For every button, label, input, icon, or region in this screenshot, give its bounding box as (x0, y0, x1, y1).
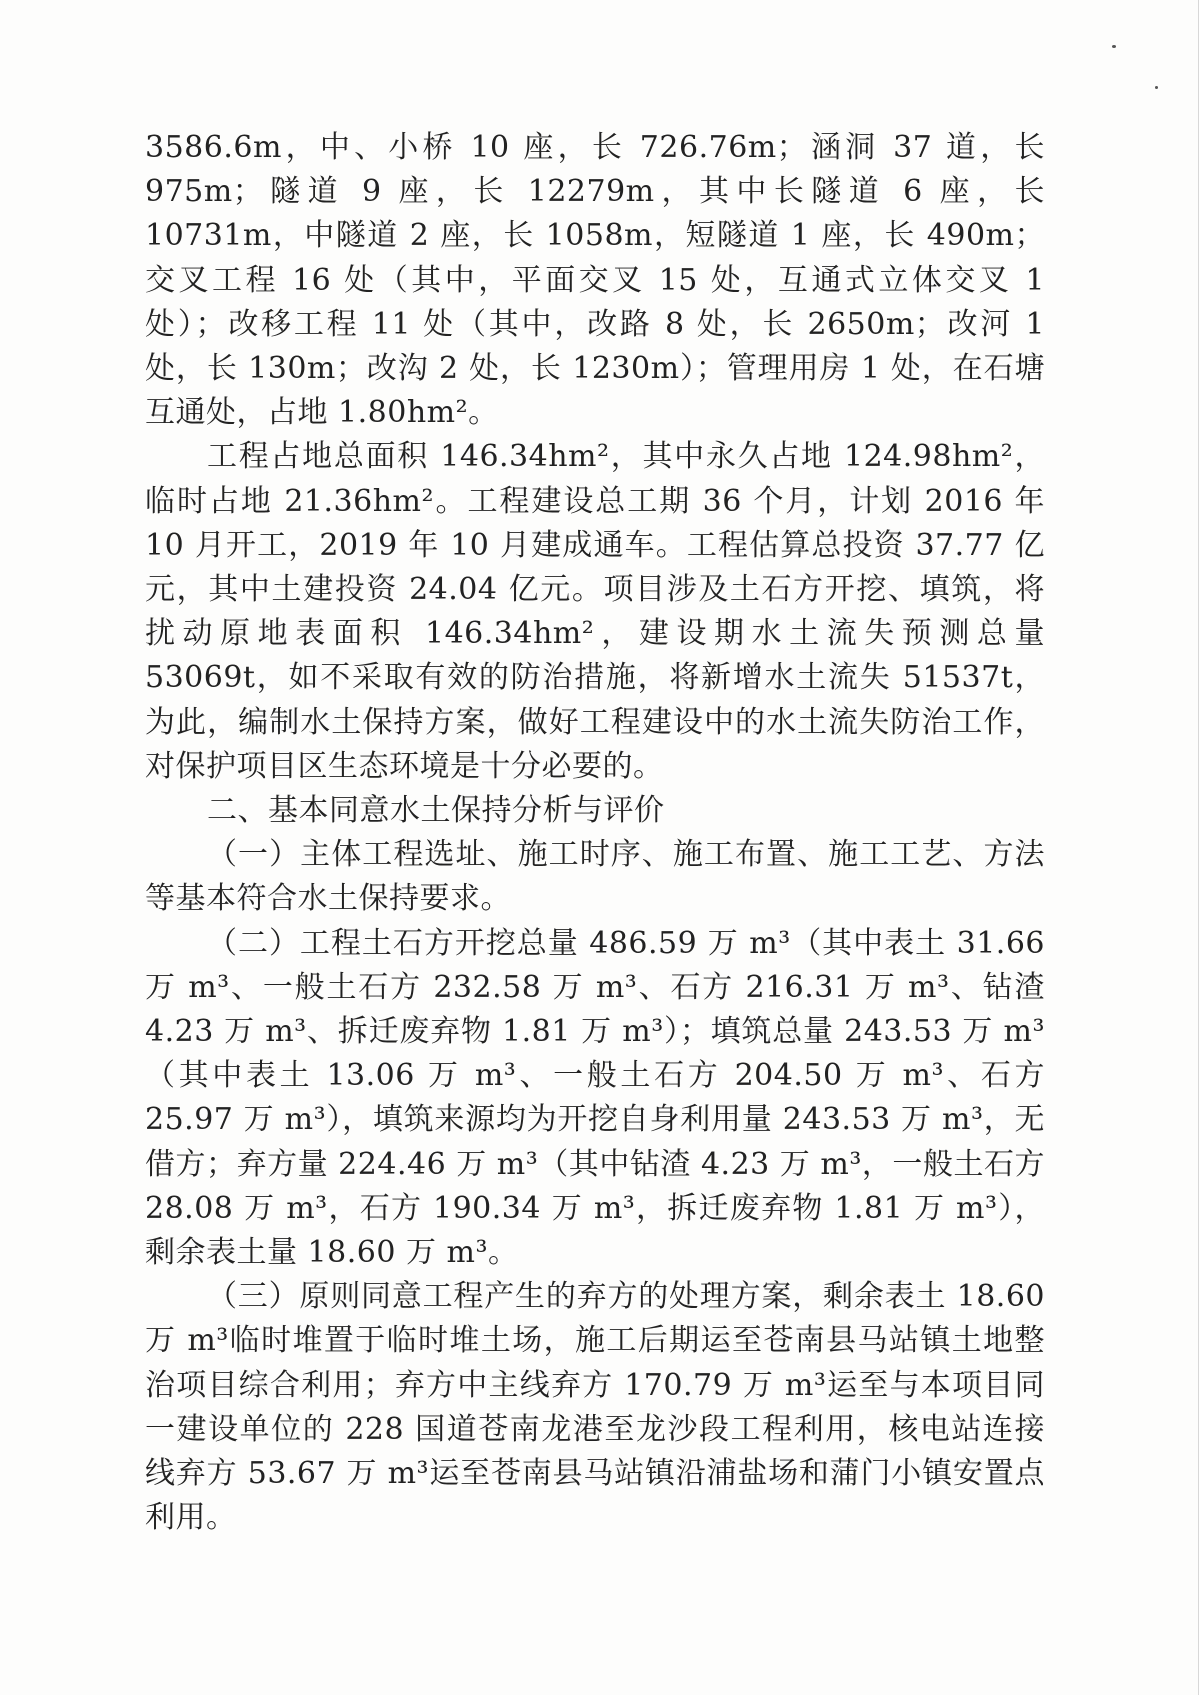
document-body (145, 126, 1045, 1541)
paragraph-land-and-investment: 工程占地总面积 146.34hm²，其中永久占地 124.98hm²，临时占地 21.36hm²。工程建设总工期 36 个月，计划 2016 年 10 月开工，2019 年 10 月建成通车。工程估算总投资 37.77 亿元，其中土建投资 24.04 亿元。项目涉及土石方开挖、填筑，将扰动原地表面积 146.34hm²，建设期水土流失预测总量 53069t，如不采取有效的防治措施，将新增水土流失 51537t，为此，编制水土保持方案，做好工程建设中的水土流失防治工作，对保护项目区生态环境是十分必要的。 (145, 439, 1045, 784)
paragraph-item-1: （一）主体工程选址、施工时序、施工布置、施工工艺、方法等基本符合水土保持要求。 (145, 837, 1045, 917)
paragraph-item-2: （二）工程土石方开挖总量 486.59 万 m³（其中表土 31.66 万 m³、一般土石方 232.58 万 m³、石方 216.31 万 m³、钻渣 4.23 万 m³、拆迁废弃物 1.81 万 m³）；填筑总量 243.53 万 m³（其中表土 13.06 万 m³、一般土石方 204.50 万 m³、石方 25.97 万 m³），填筑来源均为开挖自身利用量 243.53 万 m³，无借方；弃方量 224.46 万 m³（其中钻渣 4.23 万 m³，一般土石方 28.08 万 m³，石方 190.34 万 m³，拆迁废弃物 1.81 万 m³），剩余表土量 18.60 万 m³。 (145, 925, 1045, 1271)
scan-speck (1155, 86, 1158, 89)
scan-speck (1112, 45, 1116, 48)
paragraph-item-3: （三）原则同意工程产生的弃方的处理方案，剩余表土 18.60 万 m³临时堆置于临时堆土场，施工后期运至苍南县马站镇土地整治项目综合利用；弃方中主线弃方 170.79 万 m³运至与本项目同一建设单位的 228 国道苍南龙港至龙沙段工程利用，核电站连接线弃方 53.67 万 m³运至苍南县马站镇沿浦盐场和蒲门小镇安置点利用。 (145, 1279, 1045, 1536)
paragraph-project-structures: 3586.6m，中、小桥 10 座，长 726.76m；涵洞 37 道，长 975m；隧道 9 座，长 12279m，其中长隧道 6 座，长 10731m，中隧道 2 座，长 1058m，短隧道 1 座，长 490m；交叉工程 16 处（其中，平面交叉 15 处，互通式立体交叉 1 处）；改移工程 11 处（其中，改路 8 处，长 2650m；改河 1 处，长 130m；改沟 2 处，长 1230m）；管理用房 1 处，在石塘互通处，占地 1.80hm²。 (145, 130, 1045, 431)
section-heading-analysis: 二、基本同意水土保持分析与评价 (207, 793, 665, 829)
